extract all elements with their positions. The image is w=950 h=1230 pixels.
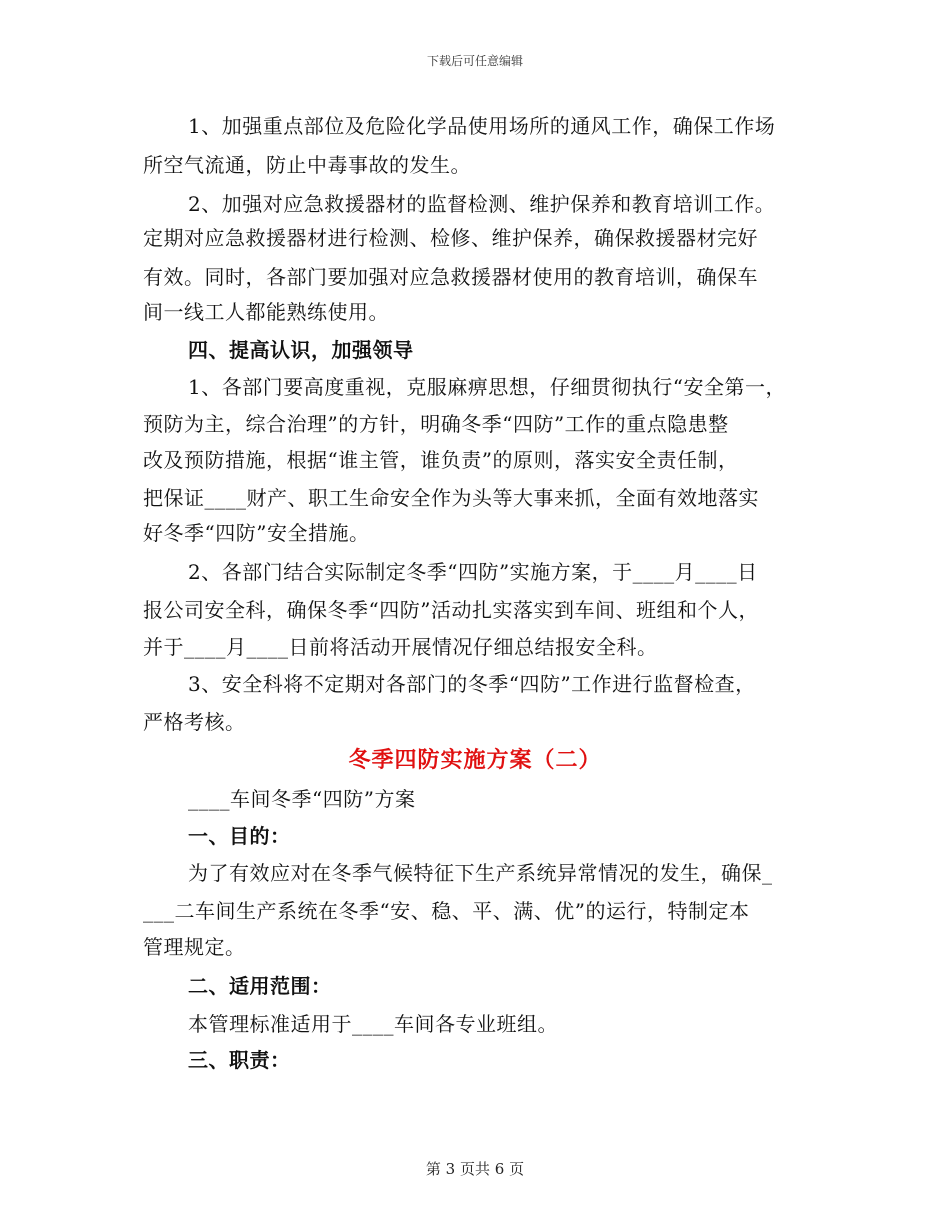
paragraph-line: 1、各部门要高度重视，克服麻痹思想，仔细贯彻执行“安全第一， xyxy=(188,375,786,399)
paragraph-line: 好冬季“四防”安全措施。 xyxy=(143,521,370,545)
paragraph-line: ____车间冬季“四防”方案 xyxy=(188,787,416,811)
paragraph-line: 预防为主，综合治理”的方针，明确冬季“四防”工作的重点隐患整 xyxy=(143,412,729,436)
page-header: 下载后可任意编辑 xyxy=(426,54,523,68)
paragraph-line: 改及预防措施，根据“谁主管，谁负责”的原则，落实安全责任制， xyxy=(143,448,739,472)
paragraph-line: 所空气流通，防止中毒事故的发生。 xyxy=(143,153,471,177)
paragraph-line: 本管理标准适用于____车间各专业班组。 xyxy=(188,1012,558,1036)
paragraph-line: 间一线工人都能熟练使用。 xyxy=(143,300,389,324)
paragraph-line: 为了有效应对在冬季气候特征下生产系统异常情况的发生，确保_ xyxy=(188,861,773,885)
section-heading: 四、提高认识，加强领导 xyxy=(188,338,414,362)
paragraph-line: 有效。同时，各部门要加强对应急救援器材使用的教育培训，确保车 xyxy=(143,265,758,289)
page-footer: 第 3 页共 6 页 xyxy=(425,1160,525,1178)
paragraph-line: 1、加强重点部位及危险化学品使用场所的通风工作，确保工作场 xyxy=(188,114,776,138)
paragraph-line: 管理规定。 xyxy=(143,935,246,959)
paragraph-line: 2、加强对应急救援器材的监督检测、维护保养和教育培训工作。 xyxy=(188,192,776,216)
paragraph-line: 2、各部门结合实际制定冬季“四防”实施方案，于____月____日 xyxy=(188,560,758,584)
section-heading: 一、目的： xyxy=(188,824,291,848)
paragraph-line: 并于____月____日前将活动开展情况仔细总结报安全科。 xyxy=(143,635,658,659)
paragraph-line: 定期对应急救援器材进行检测、检修、维护保养，确保救援器材完好 xyxy=(143,226,758,250)
section-heading: 三、职责： xyxy=(188,1048,291,1072)
paragraph-line: 把保证____财产、职工生命安全作为头等大事来抓，全面有效地落实 xyxy=(143,486,759,510)
section-heading: 二、适用范围： xyxy=(188,974,332,998)
paragraph-line: 严格考核。 xyxy=(143,710,246,734)
paragraph-line: ___二车间生产系统在冬季“安、稳、平、满、优”的运行，特制定本 xyxy=(143,899,750,923)
paragraph-line: 3、安全科将不定期对各部门的冬季“四防”工作进行监督检查， xyxy=(188,672,756,696)
paragraph-line: 报公司安全科，确保冬季“四防”活动扎实落实到车间、班组和个人， xyxy=(143,598,759,622)
document-title: 冬季四防实施方案（二） xyxy=(348,747,602,773)
